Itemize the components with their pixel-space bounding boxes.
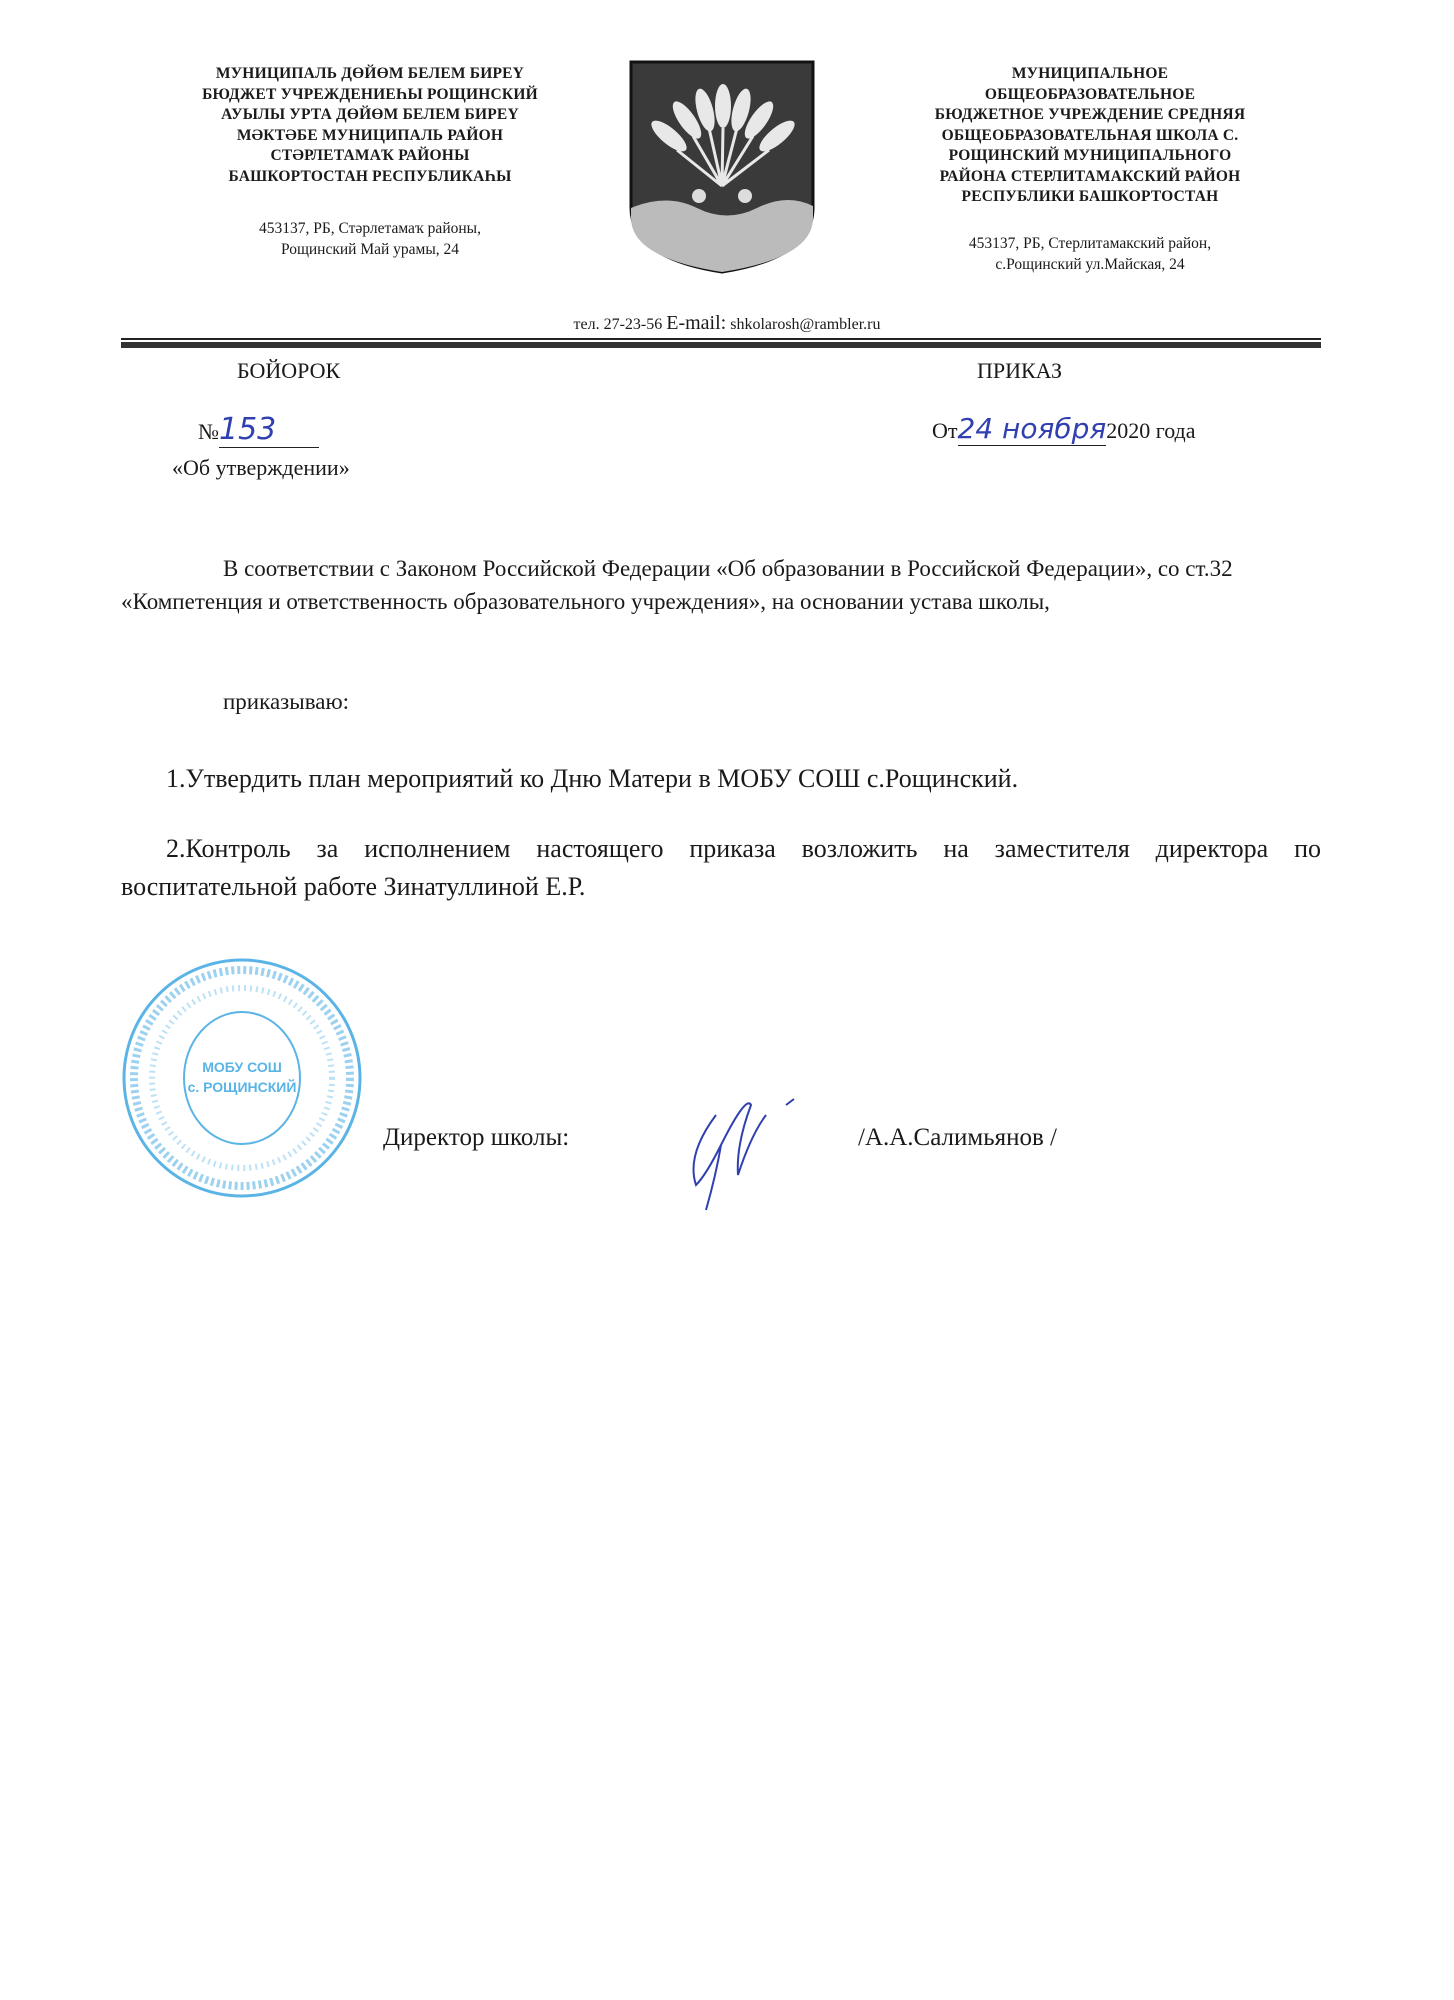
- phone: тел. 27-23-56: [573, 316, 663, 333]
- handwritten-signature: [676, 1085, 806, 1215]
- date-prefix: От: [932, 418, 958, 443]
- order-item: 2.Контроль за исполнением настоящего приказа возложить на заместителя директора по воспитательной работе Зинатуллиной Е.Р.: [121, 834, 1321, 901]
- order-item: 1.Утвердить план мероприятий ко Дню Матери в МОБУ СОШ с.Рощинский.: [166, 764, 1019, 793]
- date-suffix: 2020 года: [1106, 418, 1196, 443]
- order-subject: «Об утверждении»: [172, 455, 350, 480]
- address-line: Рощинский Май урамы, 24: [280, 241, 460, 258]
- signatory-position: Директор школы:: [383, 1124, 570, 1151]
- stamp-text: с. РОЩИНСКИЙ: [187, 1079, 297, 1095]
- org-line: МУНИЦИПАЛЬ ДӨЙӨМ БЕЛЕМ БИРЕҮ: [215, 65, 525, 82]
- order-date: [932, 412, 1196, 446]
- left-org-name: [150, 64, 590, 187]
- order-number: [198, 412, 319, 448]
- date-handwritten: 24 ноября: [957, 412, 1107, 445]
- header-divider-thick: [121, 342, 1321, 348]
- email-label: E-mail:: [666, 312, 727, 334]
- preamble-paragraph: В соответствии с Законом Российской Федерации «Об образовании в Российской Федерации», со ст.32 «Компетенция и ответственность образовательного учреждения», на основании устава школы,: [121, 556, 1233, 614]
- header-divider-thin: [121, 338, 1321, 340]
- org-line: МӘКТӘБЕ МУНИЦИПАЛЬ РАЙОН: [236, 126, 504, 144]
- org-line: СТӘРЛЕТАМАҠ РАЙОНЫ: [270, 147, 470, 164]
- number-prefix: №: [198, 419, 219, 444]
- contact-line: [0, 312, 1454, 335]
- address-line: 453137, РБ, Стәрлетамаҡ районы,: [259, 220, 481, 237]
- org-line: БЮДЖЕТ УЧРЕЖДЕНИЕҺЫ РОЩИНСКИЙ: [202, 85, 538, 103]
- address-line: 453137, РБ, Стерлитамакский район,: [968, 235, 1212, 252]
- number-handwritten: 153: [219, 412, 319, 448]
- signatory-name: /А.А.Салимьянов /: [858, 1124, 1057, 1151]
- order-word: приказываю:: [223, 689, 350, 714]
- org-line: БЮДЖЕТНОЕ УЧРЕЖДЕНИЕ СРЕДНЯЯ: [934, 106, 1246, 123]
- org-line: ОБЩЕОБРАЗОВАТЕЛЬНОЕ: [984, 85, 1196, 103]
- org-line: ОБЩЕОБРАЗОВАТЕЛЬНАЯ ШКОЛА С.: [941, 126, 1239, 144]
- org-line: БАШКОРТОСТАН РЕСПУБЛИКАҺЫ: [228, 167, 512, 185]
- org-line: МУНИЦИПАЛЬНОЕ: [1011, 65, 1169, 82]
- official-stamp: [121, 957, 363, 1199]
- org-line: РОЩИНСКИЙ МУНИЦИПАЛЬНОГО: [948, 147, 1232, 164]
- left-address: [150, 218, 590, 260]
- right-address: [870, 233, 1310, 275]
- coat-of-arms-icon: [627, 58, 817, 274]
- email: shkolarosh@rambler.ru: [730, 316, 881, 333]
- org-line: РЕСПУБЛИКИ БАШКОРТОСТАН: [961, 188, 1219, 205]
- stamp-text: МОБУ СОШ: [202, 1059, 282, 1075]
- right-org-name: [870, 64, 1310, 208]
- address-line: с.Рощинский ул.Майская, 24: [995, 256, 1185, 273]
- org-line: АУЫЛЫ УРТА ДӨЙӨМ БЕЛЕМ БИРЕҮ: [221, 106, 519, 123]
- org-line: РАЙОНА СТЕРЛИТАМАКСКИЙ РАЙОН: [939, 167, 1241, 185]
- title-russian: ПРИКАЗ: [977, 358, 1063, 383]
- title-bashkir: БОЙОРОК: [237, 358, 341, 383]
